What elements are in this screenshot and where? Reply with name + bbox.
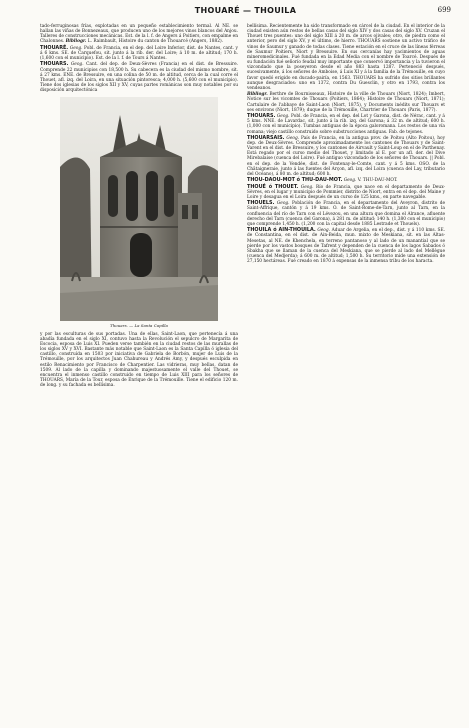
bibliography-text: L. Raimbault, Histoire du canton de Thouarcé (Angers, 1882).: [87, 39, 224, 45]
entry-category: Geog.: [317, 228, 330, 234]
bibliography-text: Berthre de Bournisseaux, Histoire de la ville de Thouars (Niort, 1824); Imbert, Notice sur les vicomtes de Thouars (Poitiers, 1864); Histoire de Thouars (Niort, 1871); Cartulaire de l'abbaye de Saint-Laon (Niort, 1875), y Documents inédits sur Thouars et ses environs (Niort, 1879); duque de la Trémouille, Chartrier de Thouars (Paris, 1877).: [247, 92, 445, 113]
entry-thouars-continuation: [40, 332, 238, 389]
page-header: [40, 6, 451, 16]
bibliography-thouars: [247, 92, 445, 113]
entry-text: Cant. del dep. de Deux-Sèvres (Francia) en el dist. de Bressuire. Comprende 22 municipios con 18,500 h. Su cabecera es la ciudad del mismo nombre, sit. á 27 kms. ENE. de Bressuire, en una colina de 50 m. de altitud, cerca de la cual corre el Thouet, afl. izq. del Loira, en una situación pintoresca; 4,000 h. (5,600 con el municipio). Tiene dos iglesias de los siglos XII y XV, cuyas partes románicas son muy notables por su disposición arquitectónica: [40, 62, 238, 94]
entry-thouars-lot: [247, 114, 445, 135]
entry-continuation: [40, 24, 238, 45]
entry-text: tado-ferruginosas frías, explotadas en un pequeño establecimiento termal. Al NE. se hallan las viñas de Bonnezeaux, que producen uno de los mejores vinos blancos del Anjou. Talleres de construcciones mecánicas. Est. de la l. f. de Angers á Poitiers, con empalme en Chalonnes.: [40, 24, 238, 45]
entry-category: Geog.: [69, 45, 83, 51]
entry-text: Pobl. de Francia, en el dep. del Loire Inferior, dist. de Nantes, cant. y á 6 kms. SE. de Carquefou, sit. junto á la rib. der. del Loire; á 10 m. de altitud; 170 h. (1,600 con el municipio). Est. de la l. f. de Tours á Nantes.: [40, 45, 238, 62]
running-title: THOUARÉ — THOUILA: [194, 6, 297, 15]
engraving-santa-capilla: [60, 97, 218, 321]
entry-text: V. THU-DAU-MOT.: [357, 178, 398, 184]
headword: THOUÉ ó THOUET.: [247, 183, 299, 190]
entry-thouars: [40, 62, 238, 93]
left-column: [40, 24, 238, 389]
entry-category: Geog.: [276, 114, 290, 120]
entry-category: Geog.: [343, 178, 357, 184]
entry-text: Aduar de Argelia, en el dep., dist. y á 110 kms. SE. de Constantina, en el dist. de Ain-Beida, mun. mixto de Meskiana, sit. en las Altas-Mesetas, al NE. de Khenchela, en terreno pantanoso y al lado de un manantial que se pierde por los vastos bosques de Tafrent y dependen de la cuenca de los lagos Sabados ó Sbakha que se llaman de la cuenca del Meskiana, que se pierde al lado del Mellègue (cuenca del Medjerda); á 600 m. de altitud; 1,500 h. Su territorio mide una extensión de 27,150 hectáreas. Fué creado en 1870 á expensas de la inmensa tribu de los haracta.: [247, 228, 445, 265]
entry-text: Población de Francia, en el departamento del Aveyron, distrito de Saint-Affrique, cantón y á 19 kms. O. de Saint-Rome-de-Tarn, junto al Tarn, en la confluencia del río de Tarn con el Lévezou, en una altura que domina el Alrance, afluente derecho del Tarn (cuenca del Garona), á 281 m. de altitud; 140 h. (1,380 con el municipio) que comprende 1,450 h. (1,200 con la capital desde 1885 Lestrade et Thouels).: [247, 201, 445, 227]
entry-category: Geog.: [276, 201, 290, 207]
entry-thouila: [247, 228, 445, 264]
entry-text: Pobl. de Francia, en el dep. del Lot y Garona, dist. de Nérac, cant. y á 5 kms. NNE. de Lavardac, sit. junto á la rib. izq. del Garona; á 32 m. de altitud; 600 h. (1,000 con el municipio). Tumbas antiguas de la época galoromana. Los restos de una vía romana; viejo castillo construido sobre substrucciones antiguas. Fab. de tejones.: [247, 114, 445, 135]
entry-thouare: [40, 46, 238, 61]
headword: THOUARSAIS.: [247, 134, 285, 141]
bibliography-label: Bibliogr.: [247, 92, 268, 98]
entry-thouarsais: [247, 136, 445, 177]
entry-text: Río de Francia, que nace en el departamento de Deux-Sèvres, en el lugar y municipio de Pommier, distrito de Niort, entra en el dep. del Maine y Loire y desagua en el Loira después de un curso de 125 kms., en parte navegable.: [247, 184, 445, 200]
entry-category: Geog.: [300, 184, 314, 190]
entry-category: Geog.: [286, 135, 300, 141]
entry-thouels: [247, 201, 445, 227]
headword: THOUARS.: [40, 61, 69, 68]
headword: THOUELS.: [247, 200, 275, 207]
headword: THOUARÉ.: [40, 44, 69, 51]
entry-text: y por las esculturas de sus portadas. Una de ellas, Saint-Laon, que pertenecía á una abadía fundada en el siglo XI, contuvo hasta la Revolución el sepulcro de Margarita de Escocia, esposa de Luis XI. Pueden verse también en la ciudad restos de las murallas de los siglos XV y XVI. Bastante más notable que Saint-Laon es la Santa Capilla ó iglesia del castillo, construída en 1503 por iniciativa de Gabriela de Borbón, mujer de Luis de la Trémouille, por los arquitectos Juan Chahureau y Andrés Amy, y después esculpida en estilo Renacimiento por Francisco de Charpentier. Las vidrieras, muy bellas, datan de 1509. Al lado de la capilla y dominando majestuosamente el valle del Thouet, se encuentra el inmenso castillo construido en tiempo de Luis XIII para los señores de THOUARS, María de la Tour, esposa de Enrique de la Trémouille. Tiene el edificio 120 m. de long. y su fachada es bellísima.: [40, 331, 238, 389]
entry-text: bellísima. Recientemente ha sido transformado en cárcel de la ciudad. En el interior de la ciudad existen aún restos de bellas casas del siglo XIV y dos casas del siglo XV. Cruzan el Thouet tres puentes: uno del siglo XIII á 20 m. de arcos ojivales; otro, de piedra como el anterior, pero del siglo XV, y el último, de hierro. THOUARS sostiene un activo tráfico de vinos de Saumur y ganado de todas clases. Tiene estación en el cruce de las líneas férreas de Saumur Poitiers, Niort y Bressuire. En sus cercanías hay yacimientos de aguas mineromedicinales. Fué fundada en la Edad Media con el nombre de Toarcé. Después de su fundación fué señorío feudal muy importante que conservó importancia y la tuvieron el vizcondado que la poseyeron desde el año 883 hasta 1287. Perteneció después, sucesivamente, á los señores de Amboise, á Luis XI y á la familia de la Trémouille, en cuyo favor quedó erigido en ducado-pairía, en 1563. THOUARS ha sufrido dos sitios brillantes aunque desgraciados: uno en 1372, contra Du Guesclin, y otro en 1793, contra los vendeanos.: [247, 24, 445, 91]
entry-thoue: [247, 185, 445, 200]
chapel-engraving-illustration: [60, 97, 218, 321]
page-number: 699: [437, 6, 451, 14]
entry-text: País de Francia, en la antigua prov. de Poitou (Alto Poitou), hoy dep. de Deux-Sèvres. Comprende aproximadamente los cantones de Thouars y de Saint-Varent en el dist. de Bressuire, y los cantones de Airvault y Saint-Loup en el de Parthenay. Está regado por el curso medio del Thouet, y limitado al E. por un afl. der. del Dive Mirebalaise (cuenca del Loire). Fué antiguo vizcondado de los señores de Thouars. || Pobl. en el dep. de la Vendée, dist. de Fontenay-le-Comte, cant. y á 5 kms. OSO. de la Châtaigneraie, junto á las fuentes del Arçon, afl. izq. del Loira (cuenca del Lay, tributario del Océano), á 80 m. de altitud; 600 h.: [247, 135, 445, 177]
entry-category: Geog.: [70, 62, 84, 68]
right-column: [247, 24, 445, 266]
bibliography-label: Bibliogr.: [65, 39, 87, 45]
figure-caption: Thouars. — La Santa Capilla: [110, 323, 168, 329]
headword: THOUARS.: [247, 113, 276, 120]
entry-thouars-cont: [247, 24, 445, 91]
headword: THOU-DAOU-MOT ó THU-DAU-MOT.: [247, 177, 343, 184]
headword: THOUILA ó AIN-THOUILA.: [247, 227, 316, 234]
